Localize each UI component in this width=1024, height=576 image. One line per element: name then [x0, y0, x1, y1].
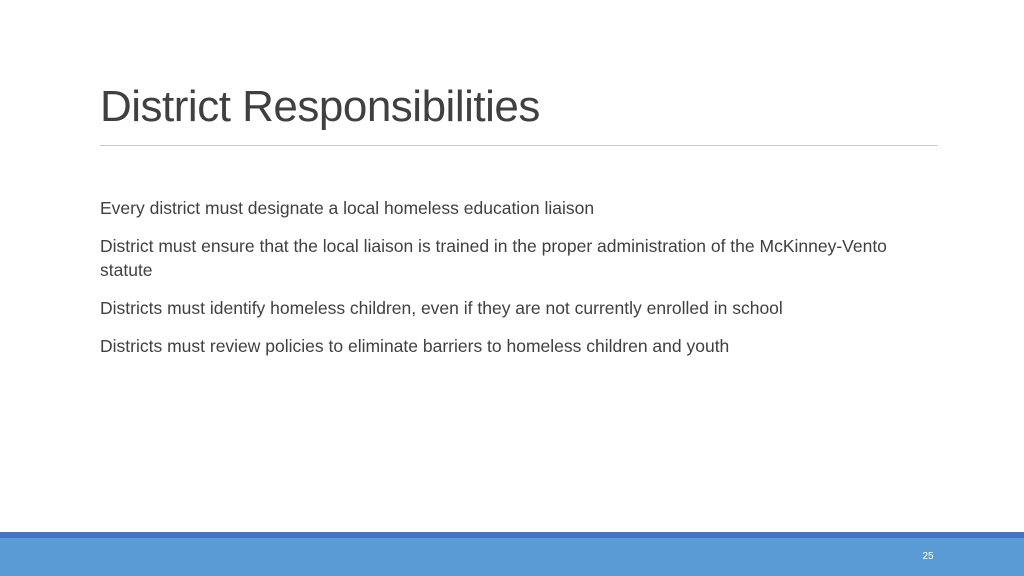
bullet-item: Districts must review policies to eliminate barriers to homeless children and youth [100, 336, 730, 356]
slide-title: District Responsibilities [100, 82, 540, 131]
slide-number: 25 [922, 551, 934, 562]
footer-accent-strip [0, 532, 1024, 538]
title-divider [100, 145, 938, 146]
bullet-item: Every district must designate a local homeless education liaison [100, 198, 595, 218]
footer-band [0, 532, 1024, 576]
bullet-item: Districts must identify homeless children, even if they are not currently enrolled in school [100, 298, 783, 318]
bullet-list [100, 196, 900, 372]
bullet-item: District must ensure that the local liaison is trained in the proper administration of the McKinney-Vento statute [100, 236, 887, 280]
